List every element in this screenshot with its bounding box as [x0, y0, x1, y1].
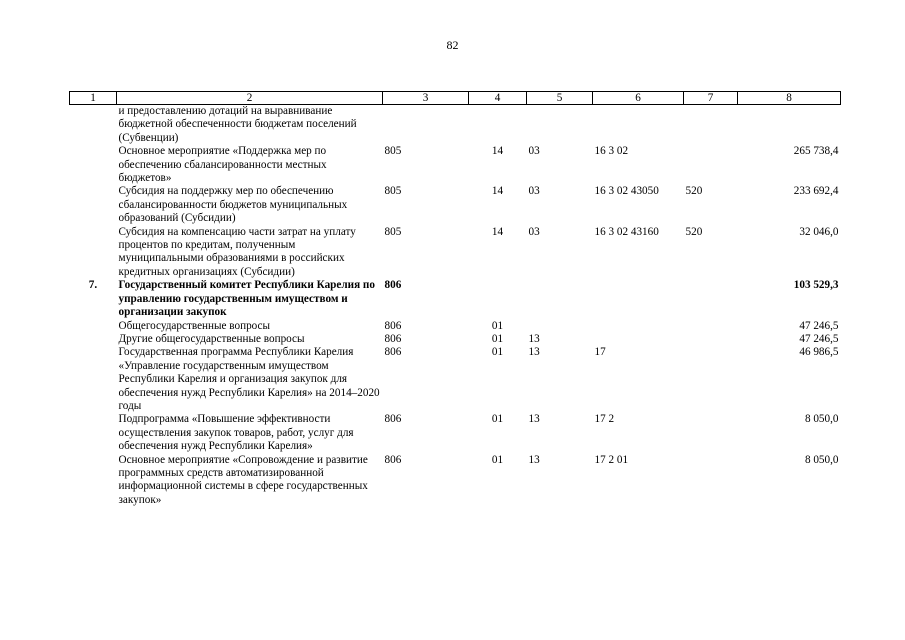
header-col-6: 6 — [593, 92, 684, 105]
row-section-code: 01 — [491, 453, 504, 466]
row-amount: 32 046,0 — [799, 225, 839, 238]
row-ministry-code: 805 — [384, 145, 402, 158]
row-amount: 265 738,4 — [793, 145, 839, 158]
header-col-8: 8 — [738, 92, 841, 105]
table-row — [70, 185, 841, 225]
row-amount: 47 246,5 — [799, 319, 839, 332]
row-expense-type — [684, 145, 738, 185]
row-section-code: 14 — [491, 185, 504, 198]
row-amount: 8 050,0 — [804, 453, 839, 466]
row-section-code: 01 — [491, 319, 504, 332]
table-row — [70, 413, 841, 453]
table-body — [70, 105, 841, 508]
table-row — [70, 105, 841, 146]
row-name: Основное мероприятие «Поддержка мер по обеспечению сбалансированности местных бюджетов» — [118, 145, 327, 185]
row-ministry-code: 806 — [384, 332, 402, 345]
row-number — [70, 413, 117, 453]
row-section-code: 01 — [491, 413, 504, 426]
header-col-4: 4 — [469, 92, 527, 105]
row-section-code: 01 — [491, 332, 504, 345]
row-number — [70, 226, 117, 280]
row-section-code: 14 — [491, 225, 504, 238]
row-subsection-code — [527, 105, 593, 146]
row-amount: 233 692,4 — [793, 185, 839, 198]
row-subsection-code: 03 — [528, 145, 540, 158]
row-number — [70, 185, 117, 225]
row-name: Государственная программа Республики Карелия «Управление государственным имуществом Республики Карелия и организация закупок для обеспечения нужд Республики Карелия» на 2014–2020 годы — [118, 346, 380, 412]
row-section-code — [469, 279, 527, 319]
row-amount — [738, 105, 841, 146]
row-name: и предоставлению дотаций на выравнивание бюджетной обеспеченности бюджетам поселений (Субвенции) — [118, 105, 357, 144]
table-row — [70, 320, 841, 333]
row-subsection-code — [527, 279, 593, 319]
row-name: Субсидия на компенсацию части затрат на уплату процентов по кредитам, полученным муниципальными образованиями в российских кредитных организациях (Субсидии) — [118, 225, 356, 278]
row-amount: 46 986,5 — [799, 346, 839, 359]
row-ministry-code: 806 — [384, 319, 402, 332]
row-subsection-code: 13 — [528, 413, 540, 426]
table-header-row — [70, 92, 841, 105]
row-ministry-code: 806 — [384, 453, 402, 466]
row-amount: 8 050,0 — [804, 413, 839, 426]
row-target-code: 17 — [594, 346, 606, 359]
header-col-5: 5 — [527, 92, 593, 105]
row-name: Государственный комитет Республики Карелия по управлению государственным имуществом и организации закупок — [118, 279, 375, 319]
row-target-code — [593, 279, 684, 319]
table-row — [70, 145, 841, 185]
table-row — [70, 279, 841, 319]
header-col-7: 7 — [684, 92, 738, 105]
row-ministry-code — [383, 105, 469, 146]
row-target-code: 16 3 02 43160 — [594, 225, 659, 238]
row-target-code: 17 2 01 — [594, 453, 629, 466]
row-subsection-code: 13 — [528, 346, 540, 359]
table-row — [70, 454, 841, 508]
header-col-1: 1 — [70, 92, 117, 105]
row-expense-type: 520 — [685, 185, 703, 198]
row-expense-type — [684, 346, 738, 413]
table-row — [70, 333, 841, 346]
row-target-code: 16 3 02 — [594, 145, 629, 158]
row-subsection-code — [527, 320, 593, 333]
row-name: Подпрограмма «Повышение эффективности осуществления закупок товаров, работ, услуг для обеспечения нужд Республики Карелия» — [118, 413, 354, 453]
row-target-code — [593, 333, 684, 346]
row-expense-type: 520 — [685, 225, 703, 238]
row-amount: 47 246,5 — [799, 332, 839, 345]
row-name: Субсидия на поддержку мер по обеспечению сбалансированности бюджетов муниципальных образований (Субсидии) — [118, 185, 348, 225]
row-expense-type — [684, 105, 738, 146]
row-number — [70, 320, 117, 333]
table-row — [70, 346, 841, 413]
header-col-2: 2 — [117, 92, 383, 105]
row-name: Основное мероприятие «Сопровождение и развитие программных средств автоматизированной информационной системы в сфере государственных закупок» — [118, 453, 368, 506]
row-target-code — [593, 320, 684, 333]
row-target-code — [593, 105, 684, 146]
row-expense-type — [684, 413, 738, 453]
row-expense-type — [684, 279, 738, 319]
row-name: Другие общегосударственные вопросы — [118, 332, 305, 345]
page-number: 82 — [446, 38, 459, 52]
row-expense-type — [684, 454, 738, 508]
row-number — [70, 105, 117, 146]
row-ministry-code: 805 — [384, 225, 402, 238]
row-subsection-code: 13 — [528, 332, 540, 345]
row-amount: 103 529,3 — [793, 279, 839, 292]
row-number — [70, 145, 117, 185]
row-number — [70, 346, 117, 413]
table-row — [70, 226, 841, 280]
row-number — [70, 333, 117, 346]
row-name: Общегосударственные вопросы — [118, 319, 271, 332]
row-expense-type — [684, 320, 738, 333]
row-subsection-code: 03 — [528, 225, 540, 238]
row-subsection-code: 13 — [528, 453, 540, 466]
row-target-code: 16 3 02 43050 — [594, 185, 659, 198]
row-subsection-code: 03 — [528, 185, 540, 198]
row-target-code: 17 2 — [594, 413, 615, 426]
row-expense-type — [684, 333, 738, 346]
row-section-code — [469, 105, 527, 146]
row-number — [70, 454, 117, 508]
row-ministry-code: 806 — [384, 279, 402, 292]
row-ministry-code: 806 — [384, 346, 402, 359]
row-section-code: 01 — [491, 346, 504, 359]
row-section-code: 14 — [491, 145, 504, 158]
budget-table — [69, 91, 841, 507]
header-col-3: 3 — [383, 92, 469, 105]
row-number: 7. — [88, 279, 98, 292]
row-ministry-code: 806 — [384, 413, 402, 426]
row-ministry-code: 805 — [384, 185, 402, 198]
